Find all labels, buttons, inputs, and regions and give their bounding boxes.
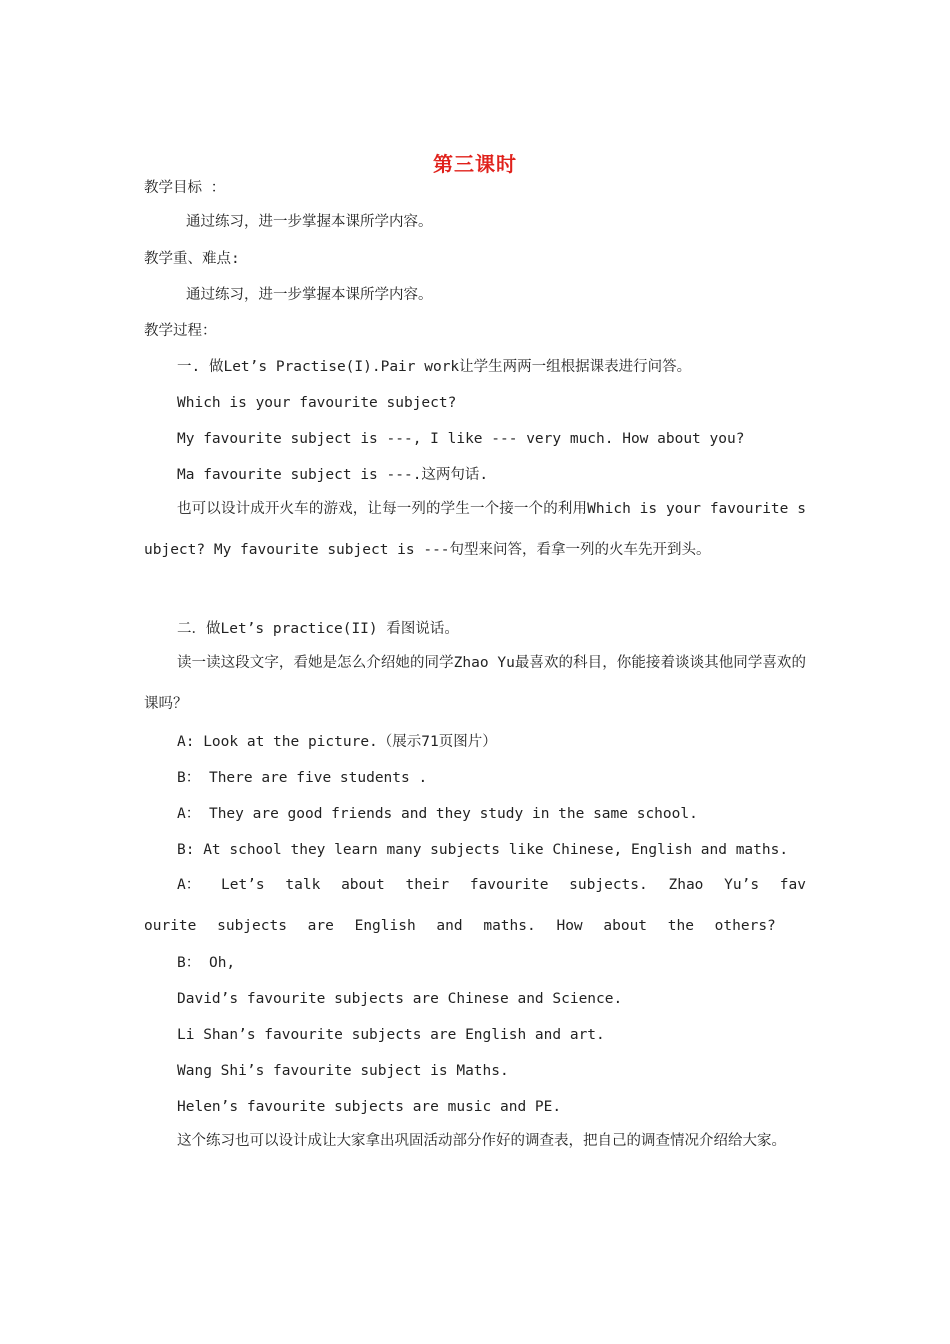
text-line: Wang Shi’s favourite subject is Maths. bbox=[177, 1063, 509, 1079]
paragraph: 读一读这段文字，看她是怎么介绍她的同学Zhao Yu最喜欢的科目，你能接着谈谈其他同学喜欢的课吗？ bbox=[144, 655, 806, 712]
text-line: A: Look at the picture.（展示71页图片） bbox=[177, 734, 497, 750]
text-line: 一. 做Let’s Practise(I).Pair work让学生两两一组根据课表进行问答。 bbox=[177, 359, 692, 375]
section-heading-objectives: 教学目标 ： bbox=[144, 180, 226, 196]
paragraph: 也可以设计成开火车的游戏，让每一列的学生一个接一个的利用Which is your favourite subject? My favourite subject is ---句型来问答，看拿一列的火车先开到头。 bbox=[144, 501, 806, 558]
text-line: Which is your favourite subject? bbox=[177, 395, 457, 411]
page-title: 第三课时 bbox=[433, 152, 517, 176]
text-line: B： Oh, bbox=[177, 955, 236, 971]
text-line: My favourite subject is ---, I like --- very much. How about you? bbox=[177, 431, 745, 447]
paragraph: A： Let’s talk about their favourite subjects. Zhao Yu’s favourite subjects are English and maths. How about the others? bbox=[144, 877, 806, 934]
text-line: A： They are good friends and they study in the same school. bbox=[177, 806, 698, 822]
text-line: B： There are five students . bbox=[177, 770, 428, 786]
paragraph: 这个练习也可以设计成让大家拿出巩固活动部分作好的调查表，把自己的调查情况介绍给大家。 bbox=[177, 1133, 786, 1149]
text-line: 通过练习，进一步掌握本课所学内容。 bbox=[186, 214, 433, 230]
text-line: Ma favourite subject is ---.这两句话. bbox=[177, 467, 489, 483]
text-line: Li Shan’s favourite subjects are English and art. bbox=[177, 1027, 605, 1043]
text-line: 二．做Let’s practice(II) 看图说话。 bbox=[177, 621, 459, 637]
text-line: David’s favourite subjects are Chinese and Science. bbox=[177, 991, 623, 1007]
text-line: 通过练习，进一步掌握本课所学内容。 bbox=[186, 287, 433, 303]
section-heading-process: 教学过程： bbox=[144, 323, 217, 339]
text-line: B: At school they learn many subjects like Chinese, English and maths. bbox=[177, 842, 789, 858]
text-line: Helen’s favourite subjects are music and PE. bbox=[177, 1099, 562, 1115]
section-heading-key-points: 教学重、难点: bbox=[144, 251, 240, 267]
